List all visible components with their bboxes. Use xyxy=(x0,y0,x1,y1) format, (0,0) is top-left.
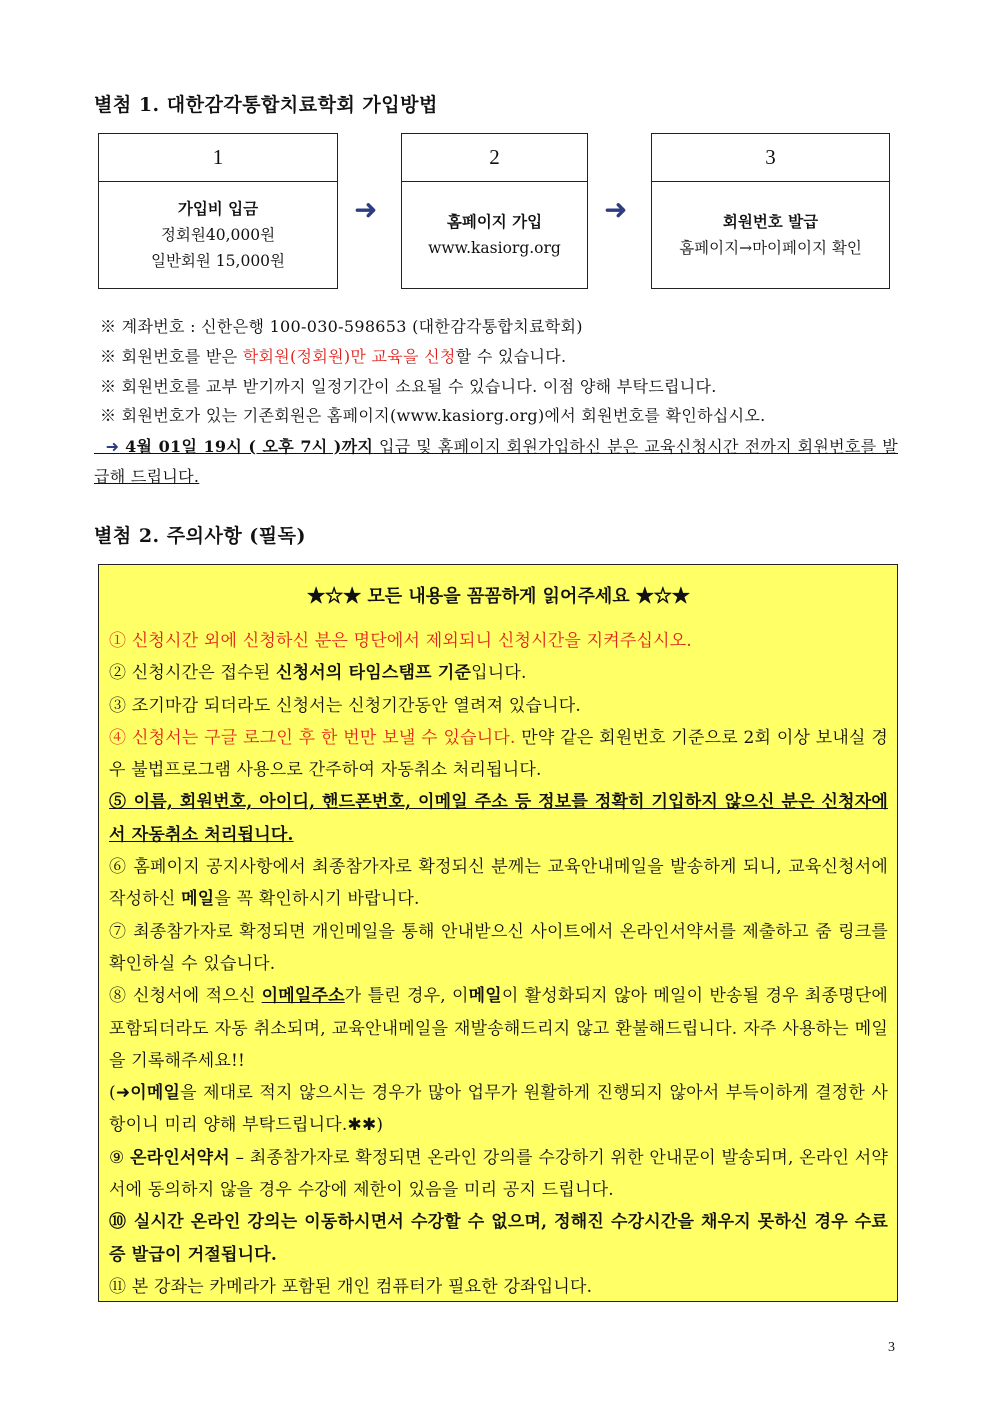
caution-box-title: ★☆★ 모든 내용을 꼼꼼하게 읽어주세요 ★☆★ xyxy=(307,586,690,607)
page-number: 3 xyxy=(888,1340,895,1355)
caution-item-6: ⑥ 홈페이지 공지사항에서 최종참가자로 확정되신 분께는 교육안내메일을 발송하게 되니, 교육신청서에 작성하신 메일을 꼭 확인하시기 바랍니다. xyxy=(109,857,888,910)
step-box-2 xyxy=(401,133,588,289)
step-number: 1 xyxy=(99,134,337,182)
note-existing-member: ※ 회원번호가 있는 기존회원은 홈페이지(www.kasiorg.org)에서 회원번호를 확인하십시오. xyxy=(100,406,766,425)
caution-item-2: ② 신청시간은 접수된 신청서의 타임스탬프 기준입니다. xyxy=(109,663,527,684)
note-issue-time: ※ 회원번호를 교부 받기까지 일정기간이 소요될 수 있습니다. 이점 양해 부탁드립니다. xyxy=(100,377,717,396)
note-deadline: ➜ 4월 01일 19시 ( 오후 7시 )까지 입금 및 홈페이지 회원가입하신 분은 교육신청시간 전까지 회원번호를 발급해 드립니다. xyxy=(94,437,898,486)
step-title: 가입비 입금 xyxy=(177,199,259,218)
step-line: www.kasiorg.org xyxy=(428,239,561,257)
arrow-right-icon: ➜ xyxy=(105,437,120,456)
caution-item-8-note: (➜이메일을 제대로 적지 않으시는 경우가 많아 업무가 원활하게 진행되지 않아서 부득이하게 결정한 사항이니 미리 양해 부탁드립니다.✱✱) xyxy=(109,1083,888,1136)
caution-item-4: ④ 신청서는 구글 로그인 후 한 번만 보낼 수 있습니다. 만약 같은 회원번호 기준으로 2회 이상 보내실 경우 불법프로그램 사용으로 간주하여 자동취소 처리됩니다. xyxy=(109,727,888,781)
caution-item-11: ⑪ 본 강좌는 카메라가 포함된 개인 컴퓨터가 필요한 강좌입니다. xyxy=(109,1276,593,1297)
arrow-right-icon: ➜ xyxy=(354,193,378,226)
caution-box xyxy=(98,564,898,1302)
step-line: 일반회원 15,000원 xyxy=(150,252,286,270)
caution-item-1: ① 신청시간 외에 신청하신 분은 명단에서 제외되니 신청시간을 지켜주십시오. xyxy=(109,631,692,651)
step-box-3 xyxy=(651,133,890,289)
step-title: 홈페이지 가입 xyxy=(446,212,543,231)
step-number: 2 xyxy=(402,134,587,182)
caution-item-10: ⑩ 실시간 온라인 강의는 이동하시면서 수강할 수 없으며, 정해진 수강시간을 채우지 못하신 경우 수료증 발급이 거절됩니다. xyxy=(109,1212,888,1265)
caution-item-3: ③ 조기마감 되더라도 신청서는 신청기간동안 열려져 있습니다. xyxy=(109,695,581,716)
note-member-only: ※ 회원번호를 받은 학회원(정회원)만 교육을 신청할 수 있습니다. xyxy=(100,347,567,366)
caution-item-7: ⑦ 최종참가자로 확정되면 개인메일을 통해 안내받으신 사이트에서 온라인서약서를 제출하고 줌 링크를 확인하실 수 있습니다. xyxy=(109,921,888,974)
caution-item-8: ⑧ 신청서에 적으신 이메일주소가 틀린 경우, 이메일이 활성화되지 않아 메일이 반송될 경우 최종명단에 포함되더라도 자동 취소되며, 교육안내메일을 재발송해드리지 않고 환불해드립니다. 자주 사용하는 메일을 기록해주세요!! xyxy=(109,986,888,1071)
section2-title: 별첨 2. 주의사항 (필독) xyxy=(94,525,306,547)
step-line: 홈페이지→마이페이지 확인 xyxy=(679,239,862,257)
step-line: 정회원40,000원 xyxy=(160,226,276,244)
step-number: 3 xyxy=(652,134,889,182)
section1-title: 별첨 1. 대한감각통합치료학회 가입방법 xyxy=(94,94,438,116)
caution-item-5: ⑤ 이름, 회원번호, 아이디, 핸드폰번호, 이메일 주소 등 정보를 정확히 기입하지 않으신 분은 신청자에서 자동취소 처리됩니다. xyxy=(109,792,888,845)
step-title: 회원번호 발급 xyxy=(722,212,819,231)
note-account: ※ 계좌번호 : 신한은행 100-030-598653 (대한감각통합치료학회) xyxy=(100,317,583,336)
arrow-right-icon: ➜ xyxy=(604,193,628,226)
step-box-1 xyxy=(98,133,338,289)
caution-item-9: ⑨ 온라인서약서 – 최종참가자로 확정되면 온라인 강의를 수강하기 위한 안내문이 발송되며, 온라인 서약서에 동의하지 않을 경우 수강에 제한이 있음을 미리 공지 드립니다. xyxy=(109,1147,888,1201)
arrow-right-icon: ➜ xyxy=(115,1083,131,1104)
